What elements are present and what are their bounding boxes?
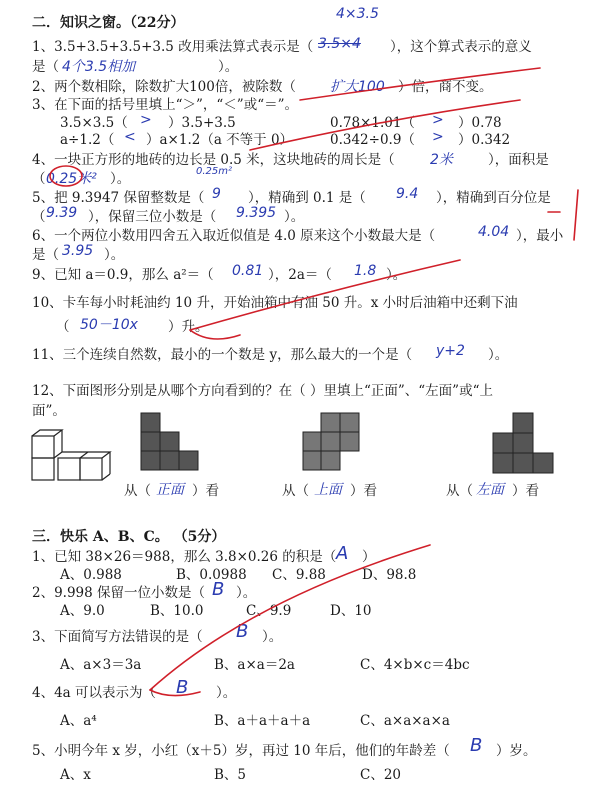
s3-q4-text: 4、4a 可以表示为（ (32, 685, 157, 701)
q12-text-b: 面”。 (32, 403, 66, 419)
s3-q3-end: ）。 (262, 629, 283, 645)
q3-r1b-answer: > (432, 112, 444, 128)
q4-text-c: （ (32, 171, 46, 187)
q4-text-a: 4、一块正方形的地砖的边长是 0.5 米，这块地砖的周长是（ (32, 152, 395, 168)
view1-text-a: 从（ (124, 483, 151, 499)
s3-q2-end: ）。 (236, 585, 257, 601)
q10-text-b: （ (56, 319, 70, 335)
cube-assembly-figure (28, 428, 118, 488)
q1-meaning-answer: 4个3.5相加 (62, 59, 136, 75)
top-margin-note: 4×3.5 (336, 6, 379, 22)
q6-text-c: 是（ (32, 247, 59, 263)
view2-answer: 上面 (314, 482, 342, 498)
q10-text-a: 10、卡车每小时耗油约 10 升，开始油箱中有油 50 升。x 小时后油箱中还剩下油 (32, 295, 518, 311)
view1-answer: 正面 (156, 482, 184, 498)
view-figure-1 (140, 412, 200, 474)
view3-answer: 左面 (476, 482, 504, 498)
section2-title: 二．知识之窗。（22分） (32, 15, 185, 31)
s3-q5-text: 5、小明今年 x 岁，小红（x＋5）岁，再过 10 年后，他们的年龄差（ (32, 743, 450, 759)
q1-struck-answer: 3.5×4 (318, 36, 361, 52)
s3-q3-opt-b: B、a×a＝2a (214, 657, 295, 673)
s3-q4-opt-a: A、a⁴ (60, 713, 97, 729)
q4-area-answer: 0.25米² (46, 171, 97, 187)
q11-answer: y+2 (436, 343, 465, 359)
view3-text-b: ）看 (512, 483, 539, 499)
q3-r1-a: 3.5×3.5（ (60, 115, 128, 131)
q1-text-d: ）。 (218, 59, 239, 75)
view2-text-b: ）看 (350, 483, 377, 499)
s3-q2-opt-a: A、9.0 (60, 603, 105, 619)
q11-text-a: 11、三个连续自然数，最小的一个数是 y，那么最大的一个是（ (32, 347, 413, 363)
q5-text-b: ），精确到 0.1 是（ (248, 190, 366, 206)
q3-r1-answer: > (140, 112, 152, 128)
s3-q1-opt-d: D、98.8 (362, 567, 417, 583)
q5-int-answer: 9 (212, 186, 221, 202)
s3-q2-text: 2、9.998 保留一位小数是（ (32, 585, 206, 601)
q6-max-answer: 4.04 (478, 224, 510, 240)
q6-min-answer: 3.95 (62, 243, 94, 259)
q2-text-a: 2、两个数相除，除数扩大100倍，被除数（ (32, 79, 296, 95)
q5-text-e: ），保留三位小数是（ (88, 209, 217, 225)
q5-text-c: ），精确到百分位是 (436, 190, 551, 206)
q3-r1-b: ）3.5+3.5 (168, 115, 236, 131)
q4-text-d: ）。 (110, 171, 131, 187)
q5-hund-answer: 9.39 (46, 205, 78, 221)
section3-title: 三．快乐 A、B、C。 （5分） (32, 529, 226, 545)
s3-q1-opt-c: C、9.88 (272, 567, 326, 583)
q5-text-a: 5、把 9.3947 保留整数是（ (32, 190, 205, 206)
s3-q3-opt-a: A、a×3＝3a (60, 657, 142, 673)
q9-a2-answer: 0.81 (232, 263, 264, 279)
s3-q5-answer: B (470, 735, 483, 756)
s3-q5-opt-a: A、x (60, 767, 91, 783)
q4-area-note: 0.25m² (196, 166, 233, 177)
q6-text-a: 6、一个两位小数用四舍五入取近似值是 4.0 原来这个小数最大是（ (32, 228, 436, 244)
q3-r1-c: 0.78×1.01（ (330, 115, 415, 131)
s3-q4-answer: B (176, 677, 189, 698)
s3-q5-end: ）岁。 (496, 743, 537, 759)
q10-text-c: ）升。 (168, 319, 209, 335)
q1-text-c: 是（ (32, 59, 59, 75)
q4-text-b: ），面积是 (488, 152, 549, 168)
q2-text-b: ）倍，商不变。 (398, 79, 493, 95)
q3-r2b-answer: > (432, 129, 444, 145)
s3-q2-answer: B (212, 579, 225, 600)
q3-r2-a: a÷1.2（ (60, 132, 115, 148)
s3-q5-opt-c: C、20 (360, 767, 402, 783)
q11-text-b: ）。 (488, 347, 509, 363)
q1-text-a: 1、3.5+3.5+3.5+3.5 改用乘法算式表示是（ (32, 39, 314, 55)
q9-text-b: ），2a＝（ (268, 267, 332, 283)
s3-q4-opt-b: B、a＋a＋a＋a (214, 713, 311, 729)
q5-tenth-answer: 9.4 (396, 186, 419, 202)
s3-q2-opt-d: D、10 (330, 603, 372, 619)
s3-q3-answer: B (236, 621, 249, 642)
s3-q2-opt-b: B、10.0 (150, 603, 204, 619)
q5-text-d: （ (32, 209, 46, 225)
q3-r2-b: ）a×1.2（a 不等于 0） (146, 132, 294, 148)
q6-text-b: ），最小 (516, 228, 564, 244)
q12-text-a: 12、下面图形分别是从哪个方向看到的？在（ ）里填上“正面”、“左面”或“上 (32, 383, 493, 399)
q5-three-answer: 9.395 (236, 205, 277, 221)
s3-q4-end: ）。 (216, 685, 237, 701)
view2-text-a: 从（ (282, 483, 309, 499)
s3-q4-opt-c: C、a×a×a×a (360, 713, 450, 729)
q9-text-c: ）。 (386, 267, 407, 283)
q3-r2-answer: < (124, 129, 136, 145)
q3-r2-d: ）0.342 (458, 132, 511, 148)
q3-r1-d: ）0.78 (458, 115, 502, 131)
s3-q1-answer: A (336, 543, 349, 564)
s3-q1-end: ） (362, 549, 376, 565)
s3-q1-opt-b: B、0.0988 (176, 567, 247, 583)
s3-q3-opt-c: C、4×b×c＝4bc (360, 657, 470, 673)
s3-q5-opt-b: B、5 (214, 767, 247, 783)
q9-text-a: 9、已知 a＝0.9，那么 a²＝（ (32, 267, 214, 283)
view1-text-b: ）看 (192, 483, 219, 499)
q5-text-f: ）。 (284, 209, 305, 225)
s3-q1-opt-a: A、0.988 (60, 567, 122, 583)
q10-answer: 50－10x (80, 317, 138, 333)
q3-text: 3、在下面的括号里填上“＞”，“＜”或“＝”。 (32, 97, 298, 113)
q6-text-d: ）。 (104, 247, 125, 263)
q2-answer: 扩大100 (330, 79, 385, 95)
s3-q1-text: 1、已知 38×26＝988，那么 3.8×0.26 的积是（ (32, 549, 337, 565)
s3-q3-text: 3、下面简写方法错误的是（ (32, 629, 203, 645)
q4-perimeter-answer: 2米 (430, 152, 453, 168)
q9-2a-answer: 1.8 (354, 263, 377, 279)
s3-q2-opt-c: C、9.9 (246, 603, 292, 619)
view3-text-a: 从（ (446, 483, 473, 499)
view-figure-3 (492, 412, 554, 474)
view-figure-2 (302, 412, 360, 474)
q1-text-b: ），这个算式表示的意义 (390, 39, 532, 55)
q3-r2-c: 0.342÷0.9（ (330, 132, 415, 148)
